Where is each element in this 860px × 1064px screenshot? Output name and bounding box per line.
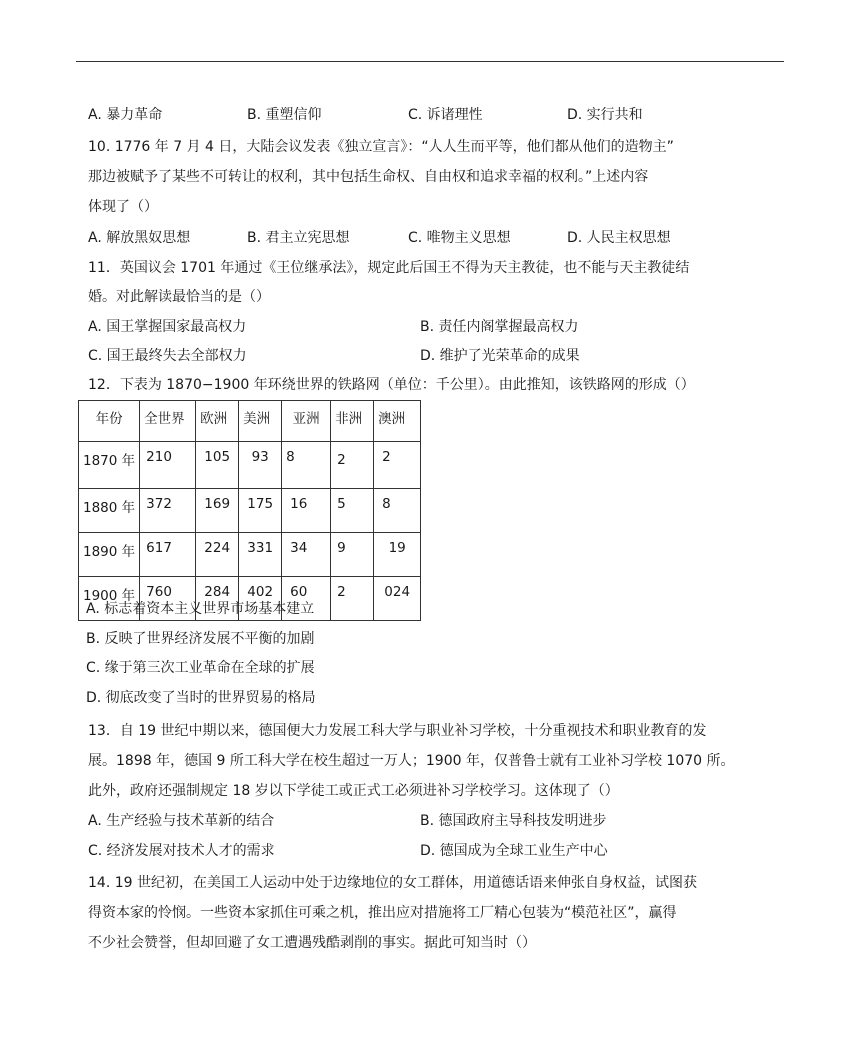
q12-stem-line1: 12．下表为 1870−1900 年环绕世界的铁路网（单位：千公里）。由此推知，该铁路网的形成（） xyxy=(88,377,695,393)
table-cell: 2 xyxy=(374,442,421,489)
q10-option-d[interactable]: D. 人民主权思想 xyxy=(567,230,671,246)
table-cell: 34 xyxy=(282,533,331,577)
q10-stem-line2: 那边被赋予了某些不可转让的权利，其中包括生命权、自由权和追求幸福的权利。”上述内容 xyxy=(88,169,649,185)
q9-option-c[interactable]: C. 诉诸理性 xyxy=(408,107,483,123)
q11-option-b[interactable]: B. 责任内阁掌握最高权力 xyxy=(420,319,579,335)
table-cell: 1890 年 xyxy=(79,533,140,577)
table-cell: 169 xyxy=(196,489,239,533)
table-header-cell: 亚洲 xyxy=(282,401,331,442)
railway-table xyxy=(78,400,421,621)
q10-stem-line1: 10. 1776 年 7 月 4 日，大陆会议发表《独立宣言》：“人人生而平等，他们都从他们的造物主” xyxy=(88,139,674,155)
table-cell: 2 xyxy=(331,442,374,489)
table-cell: 760 xyxy=(140,577,196,621)
q11-option-d[interactable]: D. 维护了光荣革命的成果 xyxy=(420,348,580,364)
table-cell: 331 xyxy=(239,533,282,577)
table-header-cell: 欧洲 xyxy=(196,401,239,442)
table-header-cell: 美洲 xyxy=(239,401,282,442)
table-cell: 1900 年 xyxy=(79,577,140,621)
table-cell: 9 xyxy=(331,533,374,577)
table-cell: 93 xyxy=(239,442,282,489)
q13-option-b[interactable]: B. 德国政府主导科技发明进步 xyxy=(420,813,607,829)
q12-option-d[interactable]: D. 彻底改变了当时的世界贸易的格局 xyxy=(86,690,316,706)
q9-option-a[interactable]: A. 暴力革命 xyxy=(88,107,163,123)
table-header-cell: 澳洲 xyxy=(374,401,421,442)
table-cell: 8 xyxy=(374,489,421,533)
q10-stem-line3: 体现了（） xyxy=(88,199,158,215)
q9-option-b[interactable]: B. 重塑信仰 xyxy=(247,107,322,123)
table-cell: 19 xyxy=(374,533,421,577)
table-cell: 60 xyxy=(282,577,331,621)
q10-option-a[interactable]: A. 解放黑奴思想 xyxy=(88,230,191,246)
table-cell: 224 xyxy=(196,533,239,577)
q13-option-a[interactable]: A. 生产经验与技术革新的结合 xyxy=(88,813,275,829)
q14-stem-line2: 得资本家的怜悯。一些资本家抓住可乘之机，推出应对措施将工厂精心包装为“模范社区”，赢得 xyxy=(88,905,677,921)
table-header-cell: 年份 xyxy=(79,401,140,442)
q14-stem-line1: 14. 19 世纪初，在美国工人运动中处于边缘地位的女工群体，用道德话语来伸张自身权益，试图获 xyxy=(88,875,697,891)
q12-option-b[interactable]: B. 反映了世界经济发展不平衡的加剧 xyxy=(86,631,315,647)
table-cell: 175 xyxy=(239,489,282,533)
table-cell: 372 xyxy=(140,489,196,533)
table-cell: 5 xyxy=(331,489,374,533)
table-cell: 284 xyxy=(196,577,239,621)
table-header-cell: 全世界 xyxy=(140,401,196,442)
table-cell: 210 xyxy=(140,442,196,489)
table-cell: 617 xyxy=(140,533,196,577)
table-cell: 2 xyxy=(331,577,374,621)
table-cell: 8 xyxy=(282,442,331,489)
q13-option-c[interactable]: C. 经济发展对技术人才的需求 xyxy=(88,843,275,859)
table-row xyxy=(79,489,421,533)
table-cell: 402 xyxy=(239,577,282,621)
table-row xyxy=(79,442,421,489)
table-cell: 16 xyxy=(282,489,331,533)
table-row xyxy=(79,533,421,577)
q11-option-a[interactable]: A. 国王掌握国家最高权力 xyxy=(88,319,247,335)
q12-option-c[interactable]: C. 缘于第三次工业革命在全球的扩展 xyxy=(86,660,315,676)
q13-stem-line1: 13．自 19 世纪中期以来，德国便大力发展工科大学与职业补习学校，十分重视技术和职业教育的发 xyxy=(88,723,707,739)
table-cell: 105 xyxy=(196,442,239,489)
q12-option-a[interactable]: A. 标志着资本主义世界市场基本建立 xyxy=(86,601,315,617)
q10-option-c[interactable]: C. 唯物主义思想 xyxy=(408,230,511,246)
table-header-row xyxy=(79,401,421,442)
table-cell: 1880 年 xyxy=(79,489,140,533)
q11-option-c[interactable]: C. 国王最终失去全部权力 xyxy=(88,348,247,364)
q9-option-d[interactable]: D. 实行共和 xyxy=(567,107,643,123)
header-rule xyxy=(76,61,784,62)
q13-option-d[interactable]: D. 德国成为全球工业生产中心 xyxy=(420,843,608,859)
q10-option-b[interactable]: B. 君主立宪思想 xyxy=(247,230,350,246)
q11-stem-line2: 婚。对此解读最恰当的是（） xyxy=(88,289,270,305)
table-cell: 024 xyxy=(374,577,421,621)
q13-stem-line3: 此外，政府还强制规定 18 岁以下学徒工或正式工必须进补习学校学习。这体现了（） xyxy=(88,783,619,799)
q14-stem-line3: 不少社会赞誉，但却回避了女工遭遇残酷剥削的事实。据此可知当时（） xyxy=(88,935,536,951)
table-cell: 1870 年 xyxy=(79,442,140,489)
q11-stem-line1: 11．英国议会 1701 年通过《王位继承法》，规定此后国王不得为天主教徒，也不能与天主教徒结 xyxy=(88,260,690,276)
q13-stem-line2: 展。1898 年，德国 9 所工科大学在校生超过一万人；1900 年，仅普鲁士就有工业补习学校 1070 所。 xyxy=(88,753,735,769)
table-header-cell: 非洲 xyxy=(331,401,374,442)
